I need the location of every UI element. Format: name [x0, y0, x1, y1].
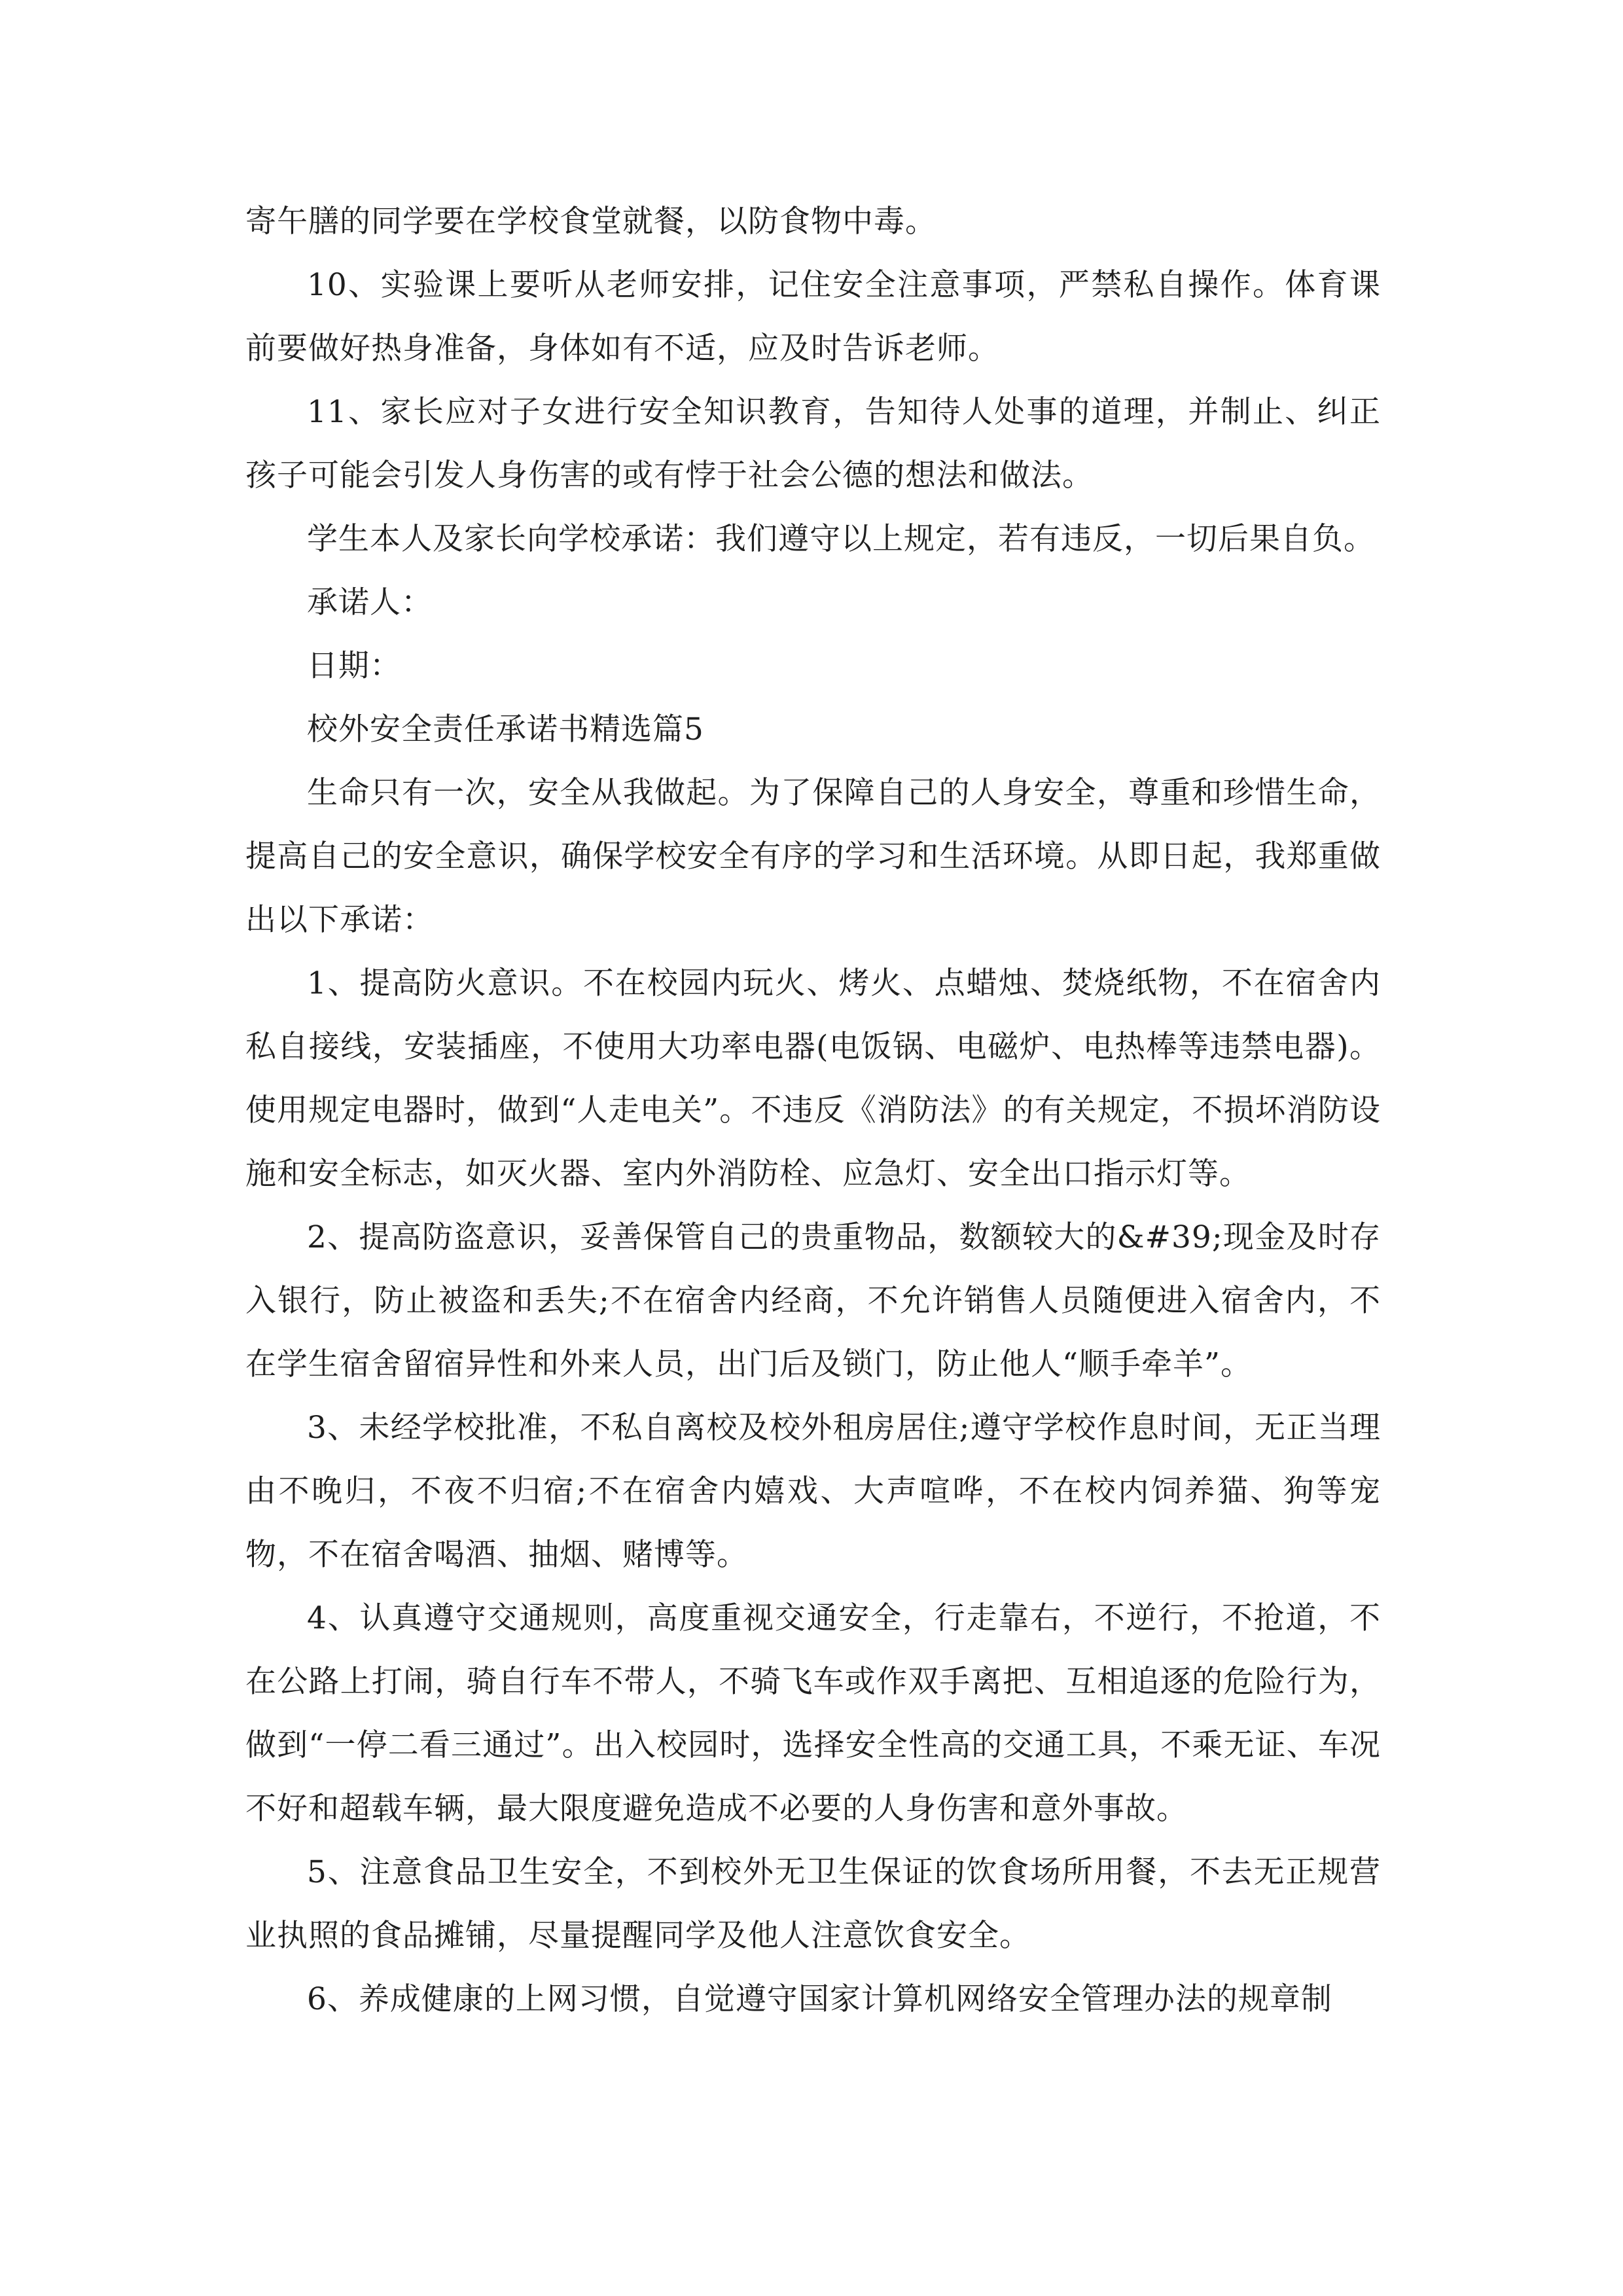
section-heading: 校外安全责任承诺书精选篇5 [307, 711, 704, 747]
paragraph-date: 日期： [307, 648, 401, 684]
paragraph-item-11: 11、家长应对子女进行安全知识教育，告知待人处事的道理，并制止、纠正孩子可能会引发人身伤害的或有悖于社会公德的想法和做法。 [245, 394, 1381, 493]
paragraph-item-6: 6、养成健康的上网习惯，自觉遵守国家计算机网络安全管理办法的规章制 [307, 1981, 1332, 2017]
paragraph-signer: 承诺人： [307, 584, 433, 620]
paragraph-item-1: 1、提高防火意识。不在校园内玩火、烤火、点蜡烛、焚烧纸物，不在宿舍内私自接线，安装插座，不使用大功率电器(电饭锅、电磁炉、电热棒等违禁电器)。使用规定电器时，做到“人走电关”。不违反《消防法》的有关规定，不损坏消防设施和安全标志，如灭火器、室内外消防栓、应急灯、安全出口指示灯等。 [245, 965, 1381, 1192]
paragraph-intro: 生命只有一次，安全从我做起。为了保障自己的人身安全，尊重和珍惜生命，提高自己的安全意识，确保学校安全有序的学习和生活环境。从即日起，我郑重做出以下承诺： [245, 775, 1381, 938]
paragraph-pledge-statement: 学生本人及家长向学校承诺：我们遵守以上规定，若有违反，一切后果自负。 [307, 521, 1375, 557]
paragraph-item-5: 5、注意食品卫生安全，不到校外无卫生保证的饮食场所用餐，不去无正规营业执照的食品摊铺，尽量提醒同学及他人注意饮食安全。 [245, 1854, 1381, 1954]
paragraph-continuation: 寄午膳的同学要在学校食堂就餐，以防食物中毒。 [245, 204, 936, 240]
paragraph-item-4: 4、认真遵守交通规则，高度重视交通安全，行走靠右，不逆行，不抢道，不在公路上打闹，骑自行车不带人，不骑飞车或作双手离把、互相追逐的危险行为，做到“一停二看三通过”。出入校园时，选择安全性高的交通工具，不乘无证、车况不好和超载车辆，最大限度避免造成不必要的人身伤害和意外事故。 [245, 1600, 1381, 1827]
paragraph-item-2: 2、提高防盗意识，妥善保管自己的贵重物品，数额较大的&#39;现金及时存入银行，防止被盗和丢失;不在宿舍内经商，不允许销售人员随便进入宿舍内，不在学生宿舍留宿异性和外来人员，出门后及锁门，防止他人“顺手牵羊”。 [245, 1219, 1381, 1382]
paragraph-item-10: 10、实验课上要听从老师安排，记住安全注意事项，严禁私自操作。体育课前要做好热身准备，身体如有不适，应及时告诉老师。 [245, 267, 1381, 367]
document-body [245, 190, 1381, 2031]
paragraph-item-3: 3、未经学校批准，不私自离校及校外租房居住;遵守学校作息时间，无正当理由不晚归，不夜不归宿;不在宿舍内嬉戏、大声喧哗，不在校内饲养猫、狗等宠物，不在宿舍喝酒、抽烟、赌博等。 [245, 1410, 1381, 1573]
